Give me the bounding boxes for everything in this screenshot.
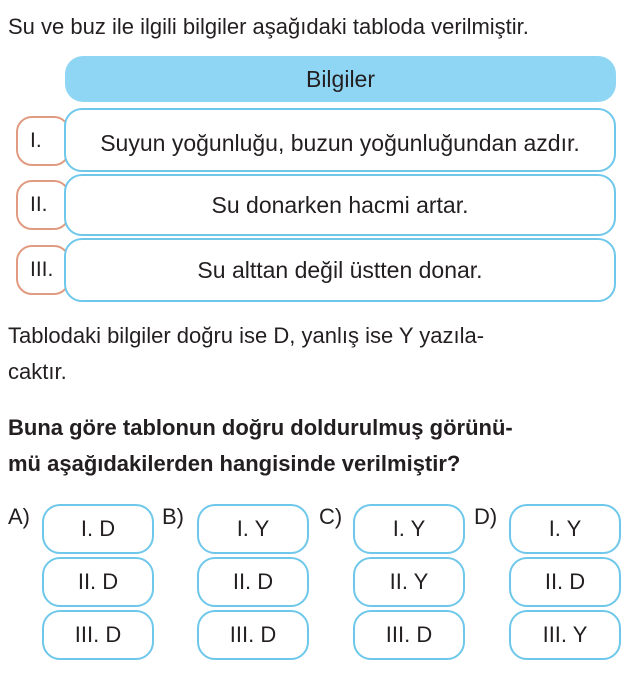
table-header	[65, 56, 616, 102]
info-row-3-text: Su alttan değil üstten donar.	[197, 256, 483, 283]
row-number-2: II.	[16, 180, 70, 230]
option-d-letter[interactable]: D)	[474, 504, 498, 529]
table-header-label: Bilgiler	[305, 65, 376, 92]
option-b-item-3: III. D	[197, 610, 309, 660]
option-b-item-2: II. D	[197, 557, 309, 607]
question-line-2: mü aşağıdakilerden hangisinde verilmiştir?	[8, 451, 461, 476]
row-number-3: III.	[16, 245, 70, 295]
info-row-3	[64, 238, 616, 302]
option-c-item-2: II. Y	[353, 557, 465, 607]
option-d-item-1: I. Y	[509, 504, 621, 554]
intro-text: Su ve buz ile ilgili bilgiler aşağıdaki tabloda verilmiştir.	[8, 14, 529, 39]
row-number-1: I.	[16, 116, 70, 166]
option-c-letter[interactable]: C)	[319, 504, 343, 529]
instruction-line-1: Tablodaki bilgiler doğru ise D, yanlış ise Y yazıla-	[8, 323, 485, 348]
info-row-1-text: Suyun yoğunluğu, buzun yoğunluğundan azdır.	[100, 130, 580, 156]
option-a-item-2: II. D	[42, 557, 154, 607]
info-row-2	[64, 174, 616, 236]
option-a-letter[interactable]: A)	[8, 504, 30, 529]
option-b-letter[interactable]: B)	[162, 504, 184, 529]
option-b-item-1: I. Y	[197, 504, 309, 554]
option-c-item-1: I. Y	[353, 504, 465, 554]
option-d-item-3: III. Y	[509, 610, 621, 660]
option-a-item-1: I. D	[42, 504, 154, 554]
instruction-line-2: caktır.	[8, 359, 67, 384]
info-row-2-text: Su donarken hacmi artar.	[211, 191, 469, 218]
info-row-1	[64, 108, 616, 172]
option-d-item-2: II. D	[509, 557, 621, 607]
option-a-item-3: III. D	[42, 610, 154, 660]
option-c-item-3: III. D	[353, 610, 465, 660]
question-line-1: Buna göre tablonun doğru doldurulmuş görünü-	[8, 415, 513, 440]
